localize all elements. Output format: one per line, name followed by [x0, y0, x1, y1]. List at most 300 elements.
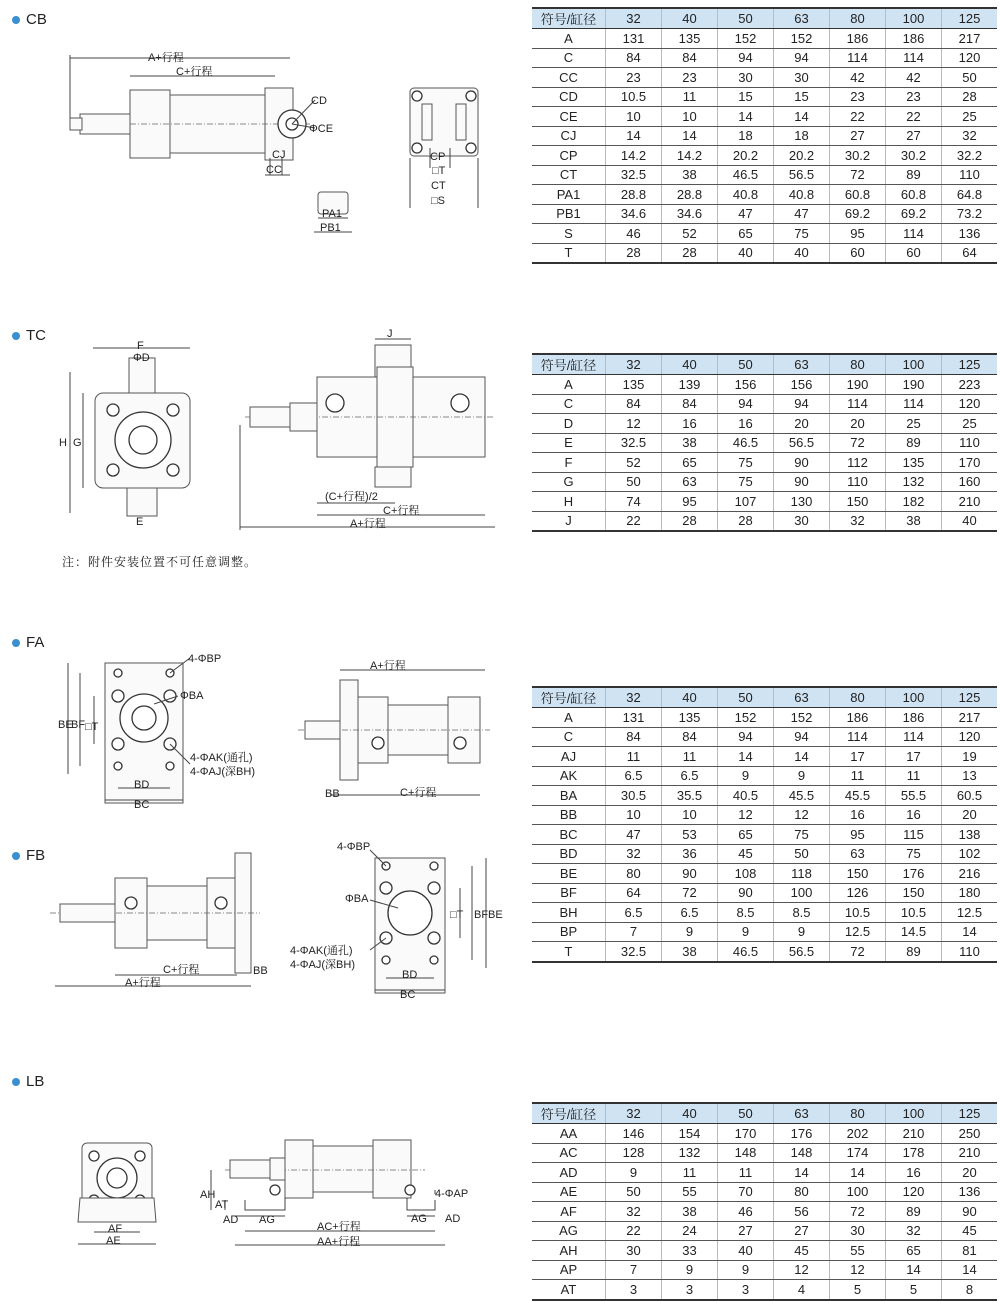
table-cell: 14 [606, 126, 662, 146]
table-cell: 135 [886, 453, 942, 473]
table-cell: 14 [942, 922, 998, 942]
section-label-fa: FA [12, 634, 44, 651]
table-cell: 14.2 [606, 146, 662, 166]
table-cell: 9 [662, 922, 718, 942]
table-cell: 150 [830, 492, 886, 512]
table-cell: 10 [662, 805, 718, 825]
table-cell: 84 [606, 48, 662, 68]
bullet-icon [12, 852, 20, 860]
table-cell: 28 [942, 87, 998, 107]
table-cell: T [532, 243, 606, 263]
table-cell: 65 [718, 825, 774, 845]
table-cell: 28.8 [606, 185, 662, 205]
table-cell: 138 [942, 825, 998, 845]
table-cell: 32 [606, 1202, 662, 1222]
table-cell: 11 [830, 766, 886, 786]
table-cell: 24 [662, 1221, 718, 1241]
table-cell: 120 [942, 727, 998, 747]
table-cell: 115 [886, 825, 942, 845]
table-header-cell: 63 [774, 8, 830, 29]
table-cell: 110 [942, 433, 998, 453]
table-cell: 176 [774, 1124, 830, 1144]
table-cell: 30 [718, 68, 774, 88]
table-cell: 150 [886, 883, 942, 903]
table-cell: 52 [662, 224, 718, 244]
table-cell: 75 [774, 224, 830, 244]
table-cell: BD [532, 844, 606, 864]
table-cell: 136 [942, 224, 998, 244]
table-cell: BA [532, 786, 606, 806]
table-cell: 50 [606, 472, 662, 492]
table-cell: S [532, 224, 606, 244]
lb-dim-ap: 4-ΦAP [435, 1188, 469, 1200]
table-cell: 12 [774, 1260, 830, 1280]
table-cell: 28 [662, 243, 718, 263]
table-cell: 118 [774, 864, 830, 884]
tc-dim-e: E [136, 516, 144, 528]
table-cell: 11 [718, 1163, 774, 1183]
table-cell: 152 [718, 29, 774, 49]
table-cell: 20 [830, 414, 886, 434]
table-cell: 28 [718, 511, 774, 531]
table-cell: 202 [830, 1124, 886, 1144]
tc-dim-g: G [73, 437, 82, 449]
table-cell: 28 [606, 243, 662, 263]
table-header-cell: 40 [662, 8, 718, 29]
fa-dim-be: BE [58, 719, 73, 731]
table-cell: 14 [942, 1260, 998, 1280]
table-cell: 80 [606, 864, 662, 884]
table-cell: 110 [830, 472, 886, 492]
table-cell: 55 [830, 1241, 886, 1261]
fa-spec-table [532, 686, 997, 963]
table-cell: 148 [718, 1143, 774, 1163]
table-cell: 23 [886, 87, 942, 107]
table-header-cell: 80 [830, 687, 886, 708]
table-cell: 34.6 [662, 204, 718, 224]
table-cell: 5 [830, 1280, 886, 1300]
fb-dim-c: C+行程 [163, 964, 200, 976]
table-cell: AT [532, 1280, 606, 1300]
table-cell: 72 [830, 433, 886, 453]
table-cell: 217 [942, 29, 998, 49]
table-cell: A [532, 375, 606, 395]
table-row [532, 1182, 997, 1202]
table-cell: 89 [886, 1202, 942, 1222]
cb-dim-pa1: PA1 [322, 208, 342, 220]
table-cell: 28 [662, 511, 718, 531]
table-cell: 8.5 [774, 903, 830, 923]
table-cell: 38 [662, 433, 718, 453]
table-row [532, 1202, 997, 1222]
table-cell: 9 [718, 922, 774, 942]
table-cell: AK [532, 766, 606, 786]
table-cell: 20.2 [774, 146, 830, 166]
table-cell: 64 [606, 883, 662, 903]
table-cell: 16 [662, 414, 718, 434]
table-cell: 94 [774, 48, 830, 68]
table-cell: G [532, 472, 606, 492]
table-cell: 30.5 [606, 786, 662, 806]
table-cell: 150 [830, 864, 886, 884]
table-header-cell: 符号/缸径 [532, 687, 606, 708]
table-cell: 186 [886, 708, 942, 728]
table-cell: 90 [774, 453, 830, 473]
table-cell: 38 [662, 942, 718, 962]
table-row [532, 883, 997, 903]
cb-spec-table [532, 7, 997, 264]
table-cell: 10 [606, 805, 662, 825]
table-cell: AF [532, 1202, 606, 1222]
table-cell: 69.2 [886, 204, 942, 224]
table-row [532, 126, 997, 146]
table-cell: 112 [830, 453, 886, 473]
table-header-cell: 125 [942, 1103, 998, 1124]
table-cell: PB1 [532, 204, 606, 224]
table-cell: 131 [606, 29, 662, 49]
table-cell: 40.5 [718, 786, 774, 806]
cb-dim-s: □S [431, 195, 445, 207]
table-cell: 10 [606, 107, 662, 127]
table-cell: 45 [942, 1221, 998, 1241]
table-cell: 6.5 [662, 903, 718, 923]
table-header-cell: 32 [606, 354, 662, 375]
table-cell: 12.5 [942, 903, 998, 923]
table-cell: 7 [606, 1260, 662, 1280]
table-cell: 56.5 [774, 165, 830, 185]
table-cell: AE [532, 1182, 606, 1202]
lb-end-drawing [70, 1138, 170, 1248]
table-cell: 94 [718, 727, 774, 747]
table-cell: 11 [662, 747, 718, 767]
fa-dim-c: C+行程 [400, 787, 437, 799]
section-label-tc: TC [12, 327, 46, 344]
table-cell: 160 [942, 472, 998, 492]
table-header-cell: 50 [718, 8, 774, 29]
table-cell: 14 [718, 107, 774, 127]
tc-dim-j: J [387, 328, 393, 340]
table-cell: F [532, 453, 606, 473]
table-cell: 217 [942, 708, 998, 728]
table-cell: 32 [942, 126, 998, 146]
table-cell: 60.8 [886, 185, 942, 205]
tc-note: 注：附件安装位置不可任意调整。 [62, 555, 258, 569]
table-cell: 30.2 [886, 146, 942, 166]
table-cell: 36 [662, 844, 718, 864]
table-cell: D [532, 414, 606, 434]
table-row [532, 433, 997, 453]
table-row [532, 29, 997, 49]
table-cell: 84 [606, 394, 662, 414]
cb-pin-drawing [300, 180, 380, 240]
table-cell: 178 [886, 1143, 942, 1163]
table-cell: 15 [718, 87, 774, 107]
table-cell: 11 [662, 1163, 718, 1183]
table-cell: CT [532, 165, 606, 185]
tc-dim-c: C+行程 [383, 505, 420, 517]
table-cell: 114 [886, 224, 942, 244]
table-row [532, 204, 997, 224]
table-cell: 12 [606, 414, 662, 434]
table-row [532, 87, 997, 107]
table-cell: 17 [830, 747, 886, 767]
cb-dim-ce: ΦCE [309, 123, 334, 135]
table-cell: AA [532, 1124, 606, 1144]
table-row [532, 825, 997, 845]
table-cell: 250 [942, 1124, 998, 1144]
table-cell: 23 [606, 68, 662, 88]
table-cell: 10.5 [886, 903, 942, 923]
table-header-cell: 100 [886, 354, 942, 375]
tc-dim-d: ΦD [133, 352, 150, 364]
table-row [532, 1124, 997, 1144]
fb-dim-aj: 4-ΦAJ(深BH) [290, 959, 356, 971]
table-cell: 148 [774, 1143, 830, 1163]
table-cell: 8 [942, 1280, 998, 1300]
table-cell: 23 [662, 68, 718, 88]
table-row [532, 766, 997, 786]
table-cell: C [532, 394, 606, 414]
table-cell: 63 [662, 472, 718, 492]
table-cell: 10 [662, 107, 718, 127]
table-header-cell: 125 [942, 8, 998, 29]
table-header-cell: 80 [830, 1103, 886, 1124]
lb-dim-aa: AA+行程 [317, 1236, 361, 1248]
table-row [532, 922, 997, 942]
tc-dim-f: F [137, 340, 144, 352]
table-header-cell: 50 [718, 1103, 774, 1124]
table-cell: 94 [774, 394, 830, 414]
table-header-cell: 32 [606, 687, 662, 708]
cb-dim-ct: CT [431, 180, 446, 192]
table-header-row [532, 8, 997, 29]
table-cell: 28.8 [662, 185, 718, 205]
table-cell: 20.2 [718, 146, 774, 166]
table-cell: 46.5 [718, 165, 774, 185]
table-cell: 40 [718, 243, 774, 263]
table-cell: 56 [774, 1202, 830, 1222]
table-cell: 3 [606, 1280, 662, 1300]
table-cell: 47 [718, 204, 774, 224]
fa-dim-a: A+行程 [370, 660, 406, 672]
fa-flange-drawing [50, 648, 280, 811]
table-cell: 3 [718, 1280, 774, 1300]
table-row [532, 1143, 997, 1163]
table-cell: 190 [886, 375, 942, 395]
table-cell: 114 [830, 727, 886, 747]
lb-dim-ad-right: AD [445, 1213, 461, 1225]
table-cell: 152 [774, 708, 830, 728]
table-cell: 5 [886, 1280, 942, 1300]
table-cell: 27 [886, 126, 942, 146]
table-cell: 12.5 [830, 922, 886, 942]
table-cell: A [532, 29, 606, 49]
table-cell: 45 [718, 844, 774, 864]
fa-dim-aj: 4-ΦAJ(深BH) [190, 766, 256, 778]
table-cell: E [532, 433, 606, 453]
table-cell: 55.5 [886, 786, 942, 806]
table-header-cell: 50 [718, 354, 774, 375]
table-cell: CD [532, 87, 606, 107]
cb-dim-cj: CJ [272, 149, 286, 161]
table-cell: 40 [942, 511, 998, 531]
table-header-cell: 符号/缸径 [532, 1103, 606, 1124]
table-cell: 3 [662, 1280, 718, 1300]
table-cell: AC [532, 1143, 606, 1163]
table-cell: 135 [662, 708, 718, 728]
table-cell: 130 [774, 492, 830, 512]
table-row [532, 453, 997, 473]
table-header-cell: 符号/缸径 [532, 8, 606, 29]
fb-dim-bd: BD [402, 969, 418, 981]
table-cell: 38 [662, 1202, 718, 1222]
table-cell: 46 [718, 1202, 774, 1222]
table-cell: 75 [718, 453, 774, 473]
table-cell: 135 [606, 375, 662, 395]
table-cell: 14 [830, 1163, 886, 1183]
table-cell: 102 [942, 844, 998, 864]
lb-dim-ah: AH [200, 1189, 216, 1201]
table-cell: 11 [662, 87, 718, 107]
table-cell: 100 [774, 883, 830, 903]
cb-dim-a: A+行程 [148, 52, 184, 64]
table-header-cell: 40 [662, 687, 718, 708]
table-cell: 126 [830, 883, 886, 903]
table-cell: CJ [532, 126, 606, 146]
cb-end-drawing [400, 78, 490, 213]
table-cell: 10.5 [830, 903, 886, 923]
table-cell: 14.5 [886, 922, 942, 942]
table-cell: 186 [830, 29, 886, 49]
table-cell: 20 [942, 1163, 998, 1183]
table-cell: BP [532, 922, 606, 942]
table-row [532, 708, 997, 728]
fb-side-drawing [45, 848, 275, 998]
fb-dim-ba: ΦBA [345, 893, 369, 905]
lb-dim-af: AF [108, 1223, 123, 1235]
table-cell: 210 [942, 1143, 998, 1163]
tc-end-drawing [55, 338, 205, 528]
table-cell: 100 [830, 1182, 886, 1202]
table-cell: 33 [662, 1241, 718, 1261]
table-cell: 45.5 [774, 786, 830, 806]
section-label-cb: CB [12, 11, 47, 28]
table-cell: 84 [606, 727, 662, 747]
table-cell: 132 [886, 472, 942, 492]
table-cell: 14 [774, 107, 830, 127]
table-row [532, 1260, 997, 1280]
table-cell: 75 [886, 844, 942, 864]
table-cell: 95 [662, 492, 718, 512]
table-cell: 210 [886, 1124, 942, 1144]
tc-side-drawing [235, 325, 505, 535]
table-cell: 90 [662, 864, 718, 884]
table-cell: 64.8 [942, 185, 998, 205]
table-cell: 38 [662, 165, 718, 185]
table-cell: 25 [942, 414, 998, 434]
table-cell: CC [532, 68, 606, 88]
table-cell: 65 [718, 224, 774, 244]
table-cell: 14 [718, 747, 774, 767]
table-row [532, 1241, 997, 1261]
table-header-row [532, 354, 997, 375]
table-row [532, 394, 997, 414]
table-cell: 46.5 [718, 942, 774, 962]
table-cell: 14 [886, 1260, 942, 1280]
table-cell: 30 [774, 511, 830, 531]
table-header-cell: 80 [830, 8, 886, 29]
table-cell: 27 [774, 1221, 830, 1241]
table-cell: 81 [942, 1241, 998, 1261]
table-cell: 94 [718, 394, 774, 414]
table-cell: 46 [606, 224, 662, 244]
table-cell: 23 [830, 87, 886, 107]
table-cell: 152 [718, 708, 774, 728]
table-cell: 63 [830, 844, 886, 864]
table-cell: 30.2 [830, 146, 886, 166]
table-header-cell: 100 [886, 1103, 942, 1124]
table-cell: 60.5 [942, 786, 998, 806]
table-cell: A [532, 708, 606, 728]
lb-dim-ae: AE [106, 1235, 121, 1247]
fb-dim-be: BE [488, 909, 503, 921]
table-cell: 16 [830, 805, 886, 825]
table-cell: 10.5 [606, 87, 662, 107]
table-cell: 174 [830, 1143, 886, 1163]
table-cell: AD [532, 1163, 606, 1183]
table-row [532, 185, 997, 205]
table-cell: 90 [774, 472, 830, 492]
table-cell: 72 [830, 942, 886, 962]
fb-flange-drawing [290, 838, 503, 1003]
fb-dim-a: A+行程 [125, 977, 161, 989]
bullet-icon [12, 16, 20, 24]
table-cell: 32.2 [942, 146, 998, 166]
table-cell: 94 [774, 727, 830, 747]
table-cell: 216 [942, 864, 998, 884]
table-row [532, 844, 997, 864]
table-cell: BE [532, 864, 606, 884]
table-cell: 42 [886, 68, 942, 88]
table-cell: 16 [718, 414, 774, 434]
fb-dim-bf: BF [474, 909, 489, 921]
table-cell: 89 [886, 433, 942, 453]
table-cell: 35.5 [662, 786, 718, 806]
table-cell: 107 [718, 492, 774, 512]
table-cell: 22 [606, 1221, 662, 1241]
table-header-cell: 100 [886, 8, 942, 29]
table-cell: 34.6 [606, 204, 662, 224]
table-row [532, 903, 997, 923]
table-header-cell: 40 [662, 354, 718, 375]
table-cell: 40 [774, 243, 830, 263]
cb-dim-c: C+行程 [176, 66, 213, 78]
table-row [532, 68, 997, 88]
table-cell: 50 [942, 68, 998, 88]
table-cell: 47 [606, 825, 662, 845]
table-cell: 22 [830, 107, 886, 127]
table-header-cell: 125 [942, 687, 998, 708]
table-cell: 114 [886, 48, 942, 68]
table-cell: 50 [606, 1182, 662, 1202]
table-cell: 15 [774, 87, 830, 107]
table-cell: 72 [662, 883, 718, 903]
table-cell: 114 [830, 394, 886, 414]
table-cell: PA1 [532, 185, 606, 205]
table-row [532, 864, 997, 884]
lb-spec-table [532, 1102, 997, 1301]
table-cell: 20 [942, 805, 998, 825]
